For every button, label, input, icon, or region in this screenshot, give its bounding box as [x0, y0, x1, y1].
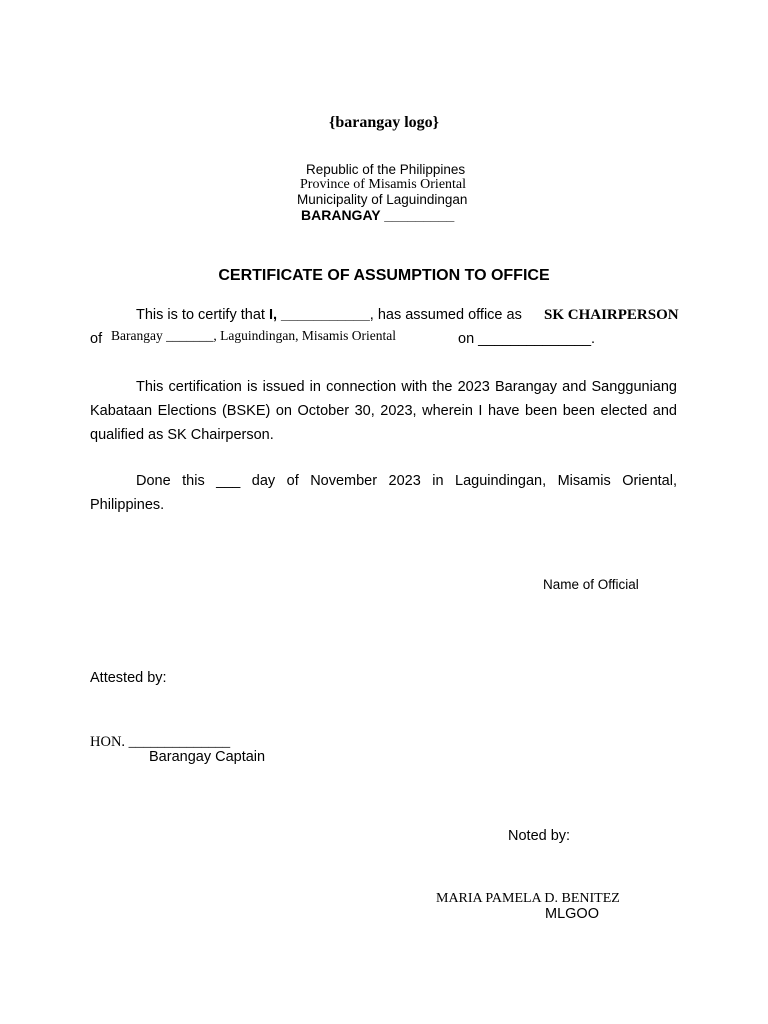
certify-position: SK CHAIRPERSON: [544, 307, 679, 323]
paragraph-done: [90, 469, 677, 517]
header-municipality: Municipality of Laguindingan: [297, 192, 468, 207]
attested-label: Attested by:: [90, 670, 167, 686]
header-republic: Republic of the Philippines: [306, 162, 466, 177]
captain-title: Barangay Captain: [149, 749, 266, 765]
mlgoo-name: MARIA PAMELA D. BENITEZ: [436, 891, 620, 906]
paragraph-certification: [90, 375, 677, 447]
header-barangay: BARANGAY _________: [301, 207, 455, 223]
certify-rest: , has assumed office as: [369, 307, 522, 323]
header-province: Province of Misamis Oriental: [300, 177, 467, 192]
certify-line: [136, 307, 522, 323]
certify-lead: This is to certify that: [136, 307, 269, 323]
page-title: CERTIFICATE OF ASSUMPTION TO OFFICE: [218, 267, 550, 284]
paragraph-certification-text: This certification is issued in connection with the 2023 Barangay and Sangguniang Kabataan Elections (BSKE) on October 30, 2023, wherein I have been been elected and qualified as SK Chairperson.: [90, 379, 677, 443]
mlgoo-title: MLGOO: [545, 906, 599, 922]
barangay-logo-placeholder: {barangay logo}: [329, 114, 439, 131]
captain-signature-line: HON. ______________: [90, 734, 231, 750]
certify-of-label: of: [90, 331, 103, 347]
certify-on-date: on ______________.: [458, 331, 596, 347]
noted-label: Noted by:: [508, 828, 571, 844]
paragraph-done-text: Done this ___ day of November 2023 in Laguindingan, Misamis Oriental, Philippines.: [90, 473, 677, 513]
certify-name-blank: I, ___________: [268, 307, 370, 323]
official-name-label: Name of Official: [543, 577, 639, 592]
certify-place: Barangay _______, Laguindingan, Misamis Oriental: [111, 328, 396, 343]
